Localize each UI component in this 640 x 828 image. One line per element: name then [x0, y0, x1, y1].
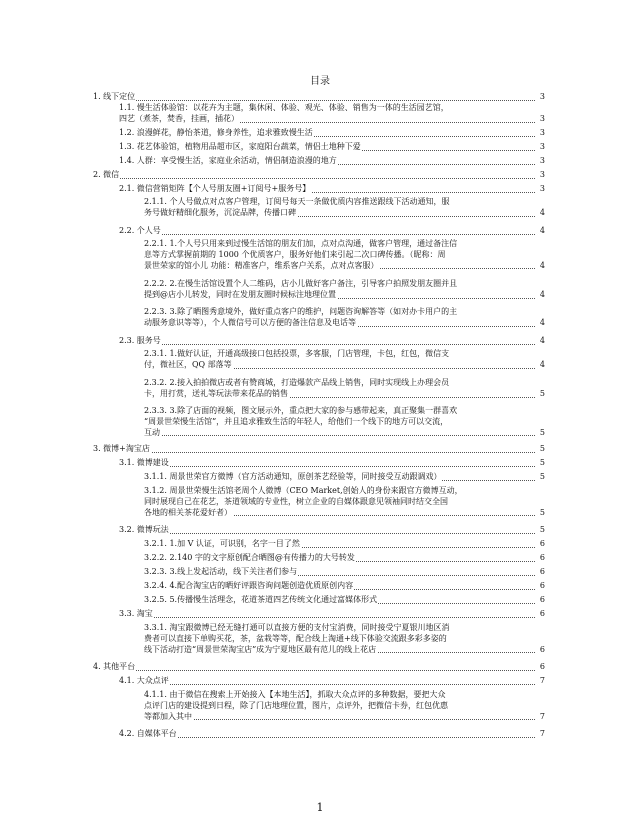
- toc-entry-text: 提到@店小儿转发，同时在发朋友圈时候标注地理位置: [144, 289, 336, 299]
- toc-page-number: 6: [539, 581, 545, 590]
- toc-entry-line: [144, 623, 545, 634]
- toc-entry-line: [144, 360, 545, 371]
- toc-entry-text: 3.1. 微博建设: [119, 458, 169, 467]
- dot-leader: [93, 100, 535, 101]
- toc-entry[interactable]: [93, 662, 545, 673]
- toc-entry[interactable]: [119, 128, 545, 139]
- toc-entry[interactable]: [119, 156, 545, 167]
- toc-entry[interactable]: [119, 226, 545, 237]
- toc-entry-text: 各地的相关茶花爱好者）: [144, 507, 232, 517]
- toc-entry[interactable]: [93, 444, 545, 455]
- toc-entry[interactable]: [144, 567, 545, 578]
- toc-page-number: 6: [539, 567, 545, 576]
- toc-entry-line: [144, 197, 545, 208]
- toc-page-number: 6: [539, 553, 545, 562]
- toc-page-number: 3: [539, 142, 545, 151]
- toc-page-number: 4: [539, 226, 545, 235]
- toc-entry-line: [144, 553, 545, 564]
- toc-entry-text: 点评门店的建设提到日程，除了门店地理位置，图片，点评外，把微信卡券，红包优惠: [144, 700, 448, 710]
- toc-entry-line: [144, 645, 545, 656]
- toc-page-number: 5: [539, 525, 545, 534]
- toc-entry-text: 付，微社区，QQ 部落等: [144, 359, 232, 369]
- toc-entry-text: 2.2.2. 2.在慢生活馆设置个人二维码，店小儿做好客户备注，引导客户拍照发朋友圈并且: [144, 279, 458, 288]
- toc-page-number: 4: [539, 336, 545, 345]
- dot-leader: [119, 617, 535, 618]
- toc-entry[interactable]: [93, 92, 545, 103]
- toc-entry-text: 卡，用打赏，送礼等玩法带来花品的销售: [144, 388, 288, 398]
- toc-entry[interactable]: [119, 458, 545, 469]
- toc-entry-text: 1. 线下定位: [93, 92, 136, 101]
- toc-entry-text: 互动: [144, 427, 160, 437]
- page-number: 1: [316, 801, 324, 814]
- toc-entry-text: 3.2.5. 5.传播慢生活理念，花道茶道四艺传统文化通过富媒体形式: [144, 595, 378, 604]
- toc-entry-text: “周景世荣慢生活馆”，并且追求雅致生活的年轻人，给他们一个线下的地方可以交流，: [144, 416, 449, 426]
- toc-page-number: 6: [539, 539, 545, 548]
- toc-page-number: 3: [539, 156, 545, 165]
- toc-entry[interactable]: [119, 142, 545, 153]
- toc-entry-text: 3.2. 微博玩法: [119, 525, 169, 534]
- toc-entry-text: 2.1. 微信营销矩阵【个人号朋友圈+订阅号+服务号】: [119, 184, 311, 193]
- toc-page-number: 4: [539, 289, 545, 299]
- toc-entry-line: [144, 581, 545, 592]
- dot-leader: [93, 452, 535, 453]
- toc-entry-text: 2.3.3. 3.除了店面的视频，图文展示外，重点把大家的参与感带起来，真正聚集一群喜欢: [144, 406, 458, 415]
- toc-entry[interactable]: [144, 595, 545, 606]
- toc-entry-line: [119, 156, 545, 167]
- toc-entry-line: [93, 662, 545, 673]
- toc-page-number: 5: [539, 444, 545, 453]
- toc-entry-line: [144, 567, 545, 578]
- toc-page-number: 4: [539, 260, 545, 270]
- toc-entry-line: [144, 239, 545, 250]
- toc-entry[interactable]: [144, 406, 545, 438]
- toc-entry-text: 2.1.1. 个人号做点对点客户管理，订阅号每天一条做优质内容推送跟线下活动通知，服: [144, 197, 450, 206]
- toc-page-number: 7: [539, 711, 545, 721]
- toc-entry[interactable]: [144, 486, 545, 518]
- dot-leader: [119, 466, 535, 467]
- toc-entry-text: 3.1.2. 周景世荣慢生活馆老周个人微博（CEO Market,创始人的身份来跟官方微博互动，: [144, 486, 463, 495]
- toc-entry-line: [144, 318, 545, 329]
- toc-entry[interactable]: [144, 553, 545, 564]
- toc-entry-text: 1.2. 浪漫鲜花，静怡茶道，修身养性，追求雅致慢生活: [119, 128, 313, 137]
- toc-entry-text: 2.3. 服务号: [119, 336, 161, 345]
- toc-entry-text: 线下活动打造“周景世荣淘宝店”成为宁夏地区最有范儿的线上花店: [144, 644, 377, 654]
- toc-entry-line: [119, 142, 545, 153]
- toc-entry-text: 3.2.3. 3.线上发起活动，线下关注者们参与: [144, 567, 298, 576]
- toc-page-number: 4: [539, 207, 545, 217]
- toc-page-number: 5: [539, 427, 545, 437]
- toc-entry-line: [144, 279, 545, 290]
- toc-entry-text: 3.3.1. 淘宝跟微博已经无缝打通可以直接方便的支付宝消费，同时接受宁夏银川地区消: [144, 623, 450, 632]
- toc-title: 目录: [310, 76, 330, 87]
- toc-entry[interactable]: [119, 184, 545, 195]
- toc-entry-line: [119, 729, 545, 740]
- toc-entry[interactable]: [119, 676, 545, 687]
- toc-entry-line: [119, 114, 545, 125]
- toc-entry-text: 四艺（煮茶，焚香，挂画，插花）: [119, 113, 239, 123]
- toc-entry-text: 景世荣家的馆小儿 功能：精准客户，维系客户关系，点对点客服）: [144, 260, 379, 270]
- toc-entry-text: 等都加入其中: [144, 711, 192, 721]
- toc-entry[interactable]: [144, 581, 545, 592]
- toc-entry-text: 1.1. 慢生活体验馆：以花卉为主题，集休闲、体验、观光、体验、销售为一体的生活园艺馆，: [119, 103, 449, 112]
- toc-entry-line: [144, 378, 545, 389]
- dot-leader: [144, 435, 535, 436]
- toc-entry[interactable]: [144, 472, 545, 483]
- toc-entry[interactable]: [144, 623, 545, 655]
- toc-entry-line: [144, 595, 545, 606]
- toc-entry[interactable]: [144, 378, 545, 400]
- toc-entry-text: 4.2. 自媒体平台: [119, 729, 177, 738]
- dot-leader: [93, 178, 535, 179]
- toc-entry-line: [144, 712, 545, 723]
- toc-page-number: 5: [539, 507, 545, 517]
- toc-page-number: 5: [539, 388, 545, 398]
- toc-page-number: 5: [539, 458, 545, 467]
- toc-entry-line: [144, 261, 545, 272]
- toc-entry-line: [119, 676, 545, 687]
- toc-entry-text: 1.4. 人群：享受慢生活，家庭业余活动，情侣制造浪漫的地方: [119, 156, 337, 165]
- toc-entry-text: 3.2.1. 1.加 V 认证，可识别，名字一目了然: [144, 539, 300, 548]
- toc-entry[interactable]: [144, 197, 545, 219]
- dot-leader: [119, 737, 535, 738]
- toc-entry[interactable]: [144, 690, 545, 722]
- toc-entry-line: [144, 508, 545, 519]
- dot-leader: [119, 344, 535, 345]
- toc-entry-line: [119, 336, 545, 347]
- toc-entry-line: [144, 428, 545, 439]
- toc-entry-line: [93, 92, 545, 103]
- toc-entry[interactable]: [144, 349, 545, 371]
- toc-entry-text: 费者可以直接下单购买花，茶，盆栽等等，配合线上淘通+线下体验交流跟多彩多姿的: [144, 633, 447, 643]
- toc-entry-line: [144, 701, 545, 712]
- toc-entry-line: [144, 690, 545, 701]
- dot-leader: [119, 684, 535, 685]
- toc-entry-text: 2.2.3. 3.除了晒图秀意境外，做好重点客户的维护，问题咨询解答等（如对办卡用户的主: [144, 307, 458, 316]
- toc-entry-line: [144, 634, 545, 645]
- toc-entry[interactable]: [119, 103, 545, 125]
- toc-entry[interactable]: [93, 170, 545, 181]
- toc-entry-line: [119, 525, 545, 536]
- toc-entry-text: 2. 微信: [93, 170, 120, 179]
- toc-page-number: 6: [539, 595, 545, 604]
- toc-entry-line: [144, 406, 545, 417]
- toc-entry[interactable]: [144, 279, 545, 301]
- toc-entry-text: 4. 其他平台: [93, 662, 136, 671]
- toc-page-number: 6: [539, 609, 545, 618]
- toc-entry-text: 3.2.2. 2.140 字的文字原创配合晒图@有传播力的大号转发: [144, 553, 355, 562]
- toc-entry[interactable]: [119, 525, 545, 536]
- toc-page-number: 3: [539, 184, 545, 193]
- toc-entry-text: 2.2.1. 1.个人号只用来到过慢生活馆的朋友们加，点对点沟通，做客户管理，通过备注信: [144, 239, 458, 248]
- toc-entry-line: [119, 226, 545, 237]
- toc-entry-line: [144, 497, 545, 508]
- toc-page-number: 7: [539, 676, 545, 685]
- dot-leader: [93, 670, 535, 671]
- toc-entry-text: 息等方式掌握前期的 1000 个优质客户，服务好他们来引起二次口碑传播。（昵称：周: [144, 249, 446, 259]
- dot-leader: [119, 234, 535, 235]
- toc-entry-text: 3.3. 淘宝: [119, 609, 153, 618]
- toc-entry-text: 3.1.1. 周景世荣官方微博（官方活动通知，原创茶艺经验等，同时接受互动跟调戏）: [144, 472, 442, 481]
- toc-entry[interactable]: [144, 307, 545, 329]
- toc-entry-text: 4.1. 大众点评: [119, 676, 169, 685]
- toc-entry[interactable]: [144, 539, 545, 550]
- toc-page-number: 4: [539, 359, 545, 369]
- toc-entry-line: [119, 184, 545, 195]
- toc-entry-text: 务号做好精细化服务，沉淀品牌，传播口碑: [144, 207, 296, 217]
- toc-entry-line: [119, 609, 545, 620]
- toc-page-number: 7: [539, 729, 545, 738]
- toc-entry-text: 3. 微博+淘宝店: [93, 444, 150, 453]
- toc-entry-text: 同时展现自己在花艺，茶道领域的专业性，树立企业的自媒体跟意见领袖同时结交全国: [144, 496, 448, 506]
- toc-entry-text: 2.3.2. 2.接入拍拍微店或者有赞商城，打造爆款产品线上销售，同时实现线上办理会员: [144, 378, 450, 387]
- toc-entry-line: [144, 208, 545, 219]
- toc-entry-line: [144, 349, 545, 360]
- toc-page-number: 6: [539, 644, 545, 654]
- toc-entry-line: [144, 290, 545, 301]
- toc-entry[interactable]: [119, 336, 545, 347]
- toc-entry-text: 2.3.1. 1.做好认证，开通高级接口包括投票，多客服，门店管理，卡包，红包，微信支: [144, 349, 450, 358]
- toc-entry-line: [119, 103, 545, 114]
- toc-entry-line: [119, 128, 545, 139]
- toc-page-number: 6: [539, 662, 545, 671]
- toc-page-number: 3: [539, 113, 545, 123]
- dot-leader: [119, 533, 535, 534]
- toc-entry[interactable]: [119, 729, 545, 740]
- toc-entry-text: 2.2. 个人号: [119, 226, 161, 235]
- toc-entry-line: [144, 250, 545, 261]
- toc-entry-line: [144, 307, 545, 318]
- toc-entry-line: [93, 170, 545, 181]
- toc-page-number: 5: [539, 472, 545, 481]
- toc-entry-line: [144, 472, 545, 483]
- toc-entry[interactable]: [119, 609, 545, 620]
- toc-entry-line: [144, 389, 545, 400]
- toc-entry-line: [119, 458, 545, 469]
- toc-page-number: 4: [539, 317, 545, 327]
- toc-page-number: 3: [539, 92, 545, 101]
- toc-entry-line: [144, 539, 545, 550]
- toc-page-number: 3: [539, 170, 545, 179]
- toc-entry-text: 动服务意识等等），个人微信号可以方便的备注信息及电话等: [144, 317, 356, 327]
- toc-entry-text: 1.3. 花艺体验馆，植物用品超市区，家庭阳台蔬菜，情侣土地种下爱: [119, 142, 361, 151]
- toc-entry-line: [93, 444, 545, 455]
- toc-page-number: 3: [539, 128, 545, 137]
- toc-entry-line: [144, 486, 545, 497]
- toc-entry-text: 3.2.4. 4.配合淘宝店的晒好评跟咨询问题创造优质原创内容: [144, 581, 354, 590]
- toc-entry-text: 4.1.1. 由于微信在搜索上开始接入【本地生活】，抓取大众点评的多种数据，要把大众: [144, 690, 446, 699]
- toc-entry[interactable]: [144, 239, 545, 271]
- toc-entry-line: [144, 417, 545, 428]
- dot-leader: [144, 719, 535, 720]
